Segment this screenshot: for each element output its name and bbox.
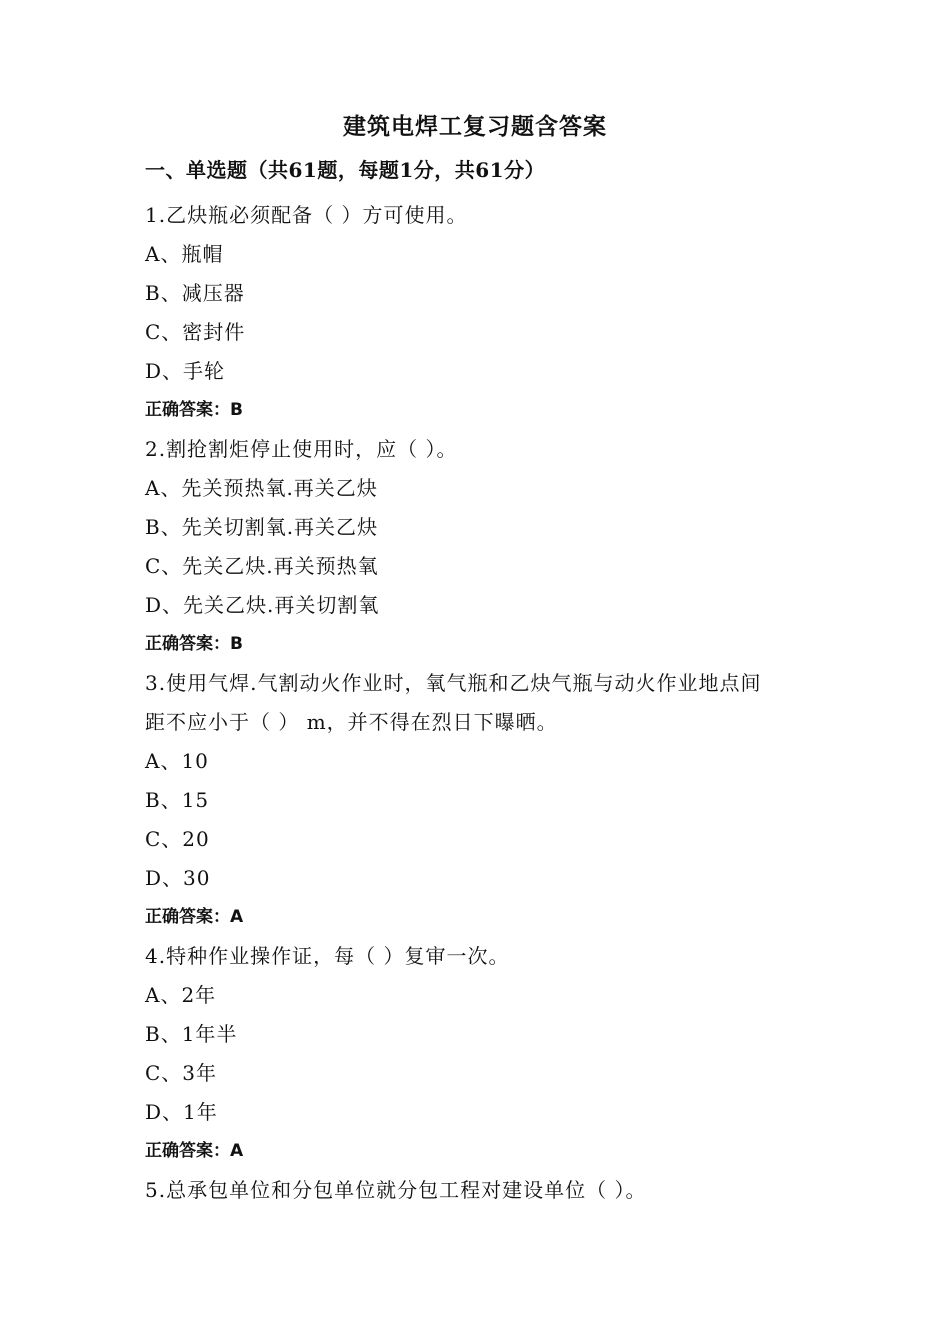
question-stem-line-2: 距不应小于（ ） m，并不得在烈日下曝晒。 xyxy=(145,710,558,734)
correct-answer: 正确答案：A xyxy=(145,907,244,927)
question-stem: 4.特种作业操作证，每（ ）复审一次。 xyxy=(145,944,510,968)
option-b: B、先关切割氧.再关乙炔 xyxy=(145,515,379,539)
option-c: C、密封件 xyxy=(145,320,246,344)
correct-answer: 正确答案：B xyxy=(145,634,243,654)
option-d: D、1年 xyxy=(145,1100,218,1124)
option-c: C、20 xyxy=(145,827,210,851)
question-stem: 1.乙炔瓶必须配备（ ）方可使用。 xyxy=(145,203,468,227)
question-stem-line-1: 3.使用气焊.气割动火作业时，氧气瓶和乙炔气瓶与动火作业地点间 xyxy=(145,671,762,695)
option-b: B、减压器 xyxy=(145,281,245,305)
question-stem: 5.总承包单位和分包单位就分包工程对建设单位（ ）。 xyxy=(145,1178,647,1202)
option-d: D、30 xyxy=(145,866,211,890)
question-3 xyxy=(145,664,825,937)
option-c: C、3年 xyxy=(145,1061,218,1085)
option-b: B、1年半 xyxy=(145,1022,238,1046)
correct-answer: 正确答案：A xyxy=(145,1141,244,1161)
option-a: A、瓶帽 xyxy=(145,242,224,266)
correct-answer: 正确答案：B xyxy=(145,400,243,420)
option-d: D、先关乙炔.再关切割氧 xyxy=(145,593,380,617)
question-5 xyxy=(145,1171,825,1210)
option-b: B、15 xyxy=(145,788,210,812)
question-list xyxy=(145,196,825,1210)
question-1 xyxy=(145,196,825,430)
option-a: A、10 xyxy=(145,749,209,773)
document-title: 建筑电焊工复习题含答案 xyxy=(343,113,607,140)
option-c: C、先关乙炔.再关预热氧 xyxy=(145,554,379,578)
option-d: D、手轮 xyxy=(145,359,226,383)
option-a: A、2年 xyxy=(145,983,217,1007)
question-4 xyxy=(145,937,825,1171)
section-heading: 一、单选题（共61题，每题1分，共61分） xyxy=(145,158,546,182)
question-2 xyxy=(145,430,825,664)
option-a: A、先关预热氧.再关乙炔 xyxy=(145,476,378,500)
question-stem: 2.割抢割炬停止使用时，应（ ）。 xyxy=(145,437,458,461)
